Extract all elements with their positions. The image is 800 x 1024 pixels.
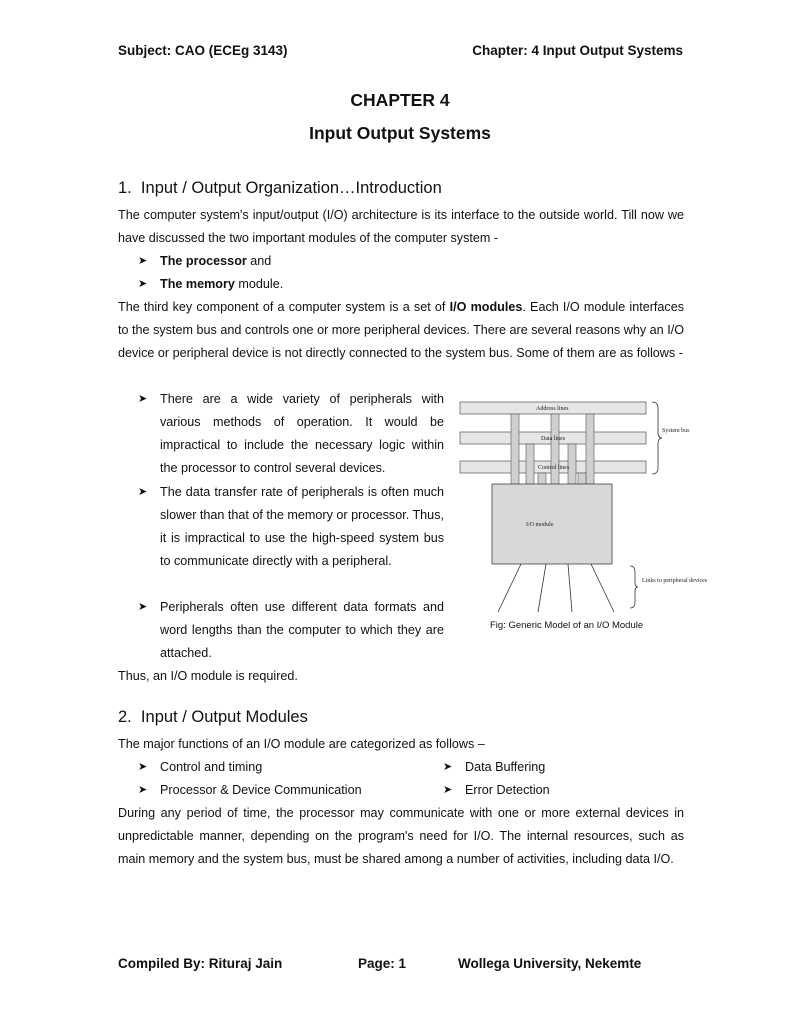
bullet-arrow-icon: ➤ — [138, 761, 148, 773]
reason-transfer-rate: The data transfer rate of peripherals is often much slower than that of the memory or processor. Thus, it is impractical to use the high-speed system bus to communicate directly with a peripheral. — [160, 485, 444, 568]
section2-intro: The major functions of an I/O module are categorized as follows – — [118, 737, 485, 751]
system-bus-label: System bus — [662, 428, 690, 434]
section1-conclusion: Thus, an I/O module is required. — [118, 669, 298, 683]
section1-intro: The computer system's input/output (I/O) architecture is its interface to the outside world. Till now we have discussed the two important modules of the computer system - — [118, 208, 684, 245]
system-bus-brace — [652, 402, 662, 474]
bullet-arrow-icon: ➤ — [138, 486, 148, 498]
reason-variety: There are a wide variety of peripherals with various methods of operation. It would be impractical to include the necessary logic within the processor to control several devices. — [160, 392, 444, 475]
chapter-number: CHAPTER 4 — [350, 90, 450, 110]
bullet-arrow-icon: ➤ — [443, 784, 453, 796]
header-subject: Subject: CAO (ECEg 3143) — [118, 43, 288, 58]
address-lines-label: Address lines — [536, 406, 569, 412]
bullet-arrow-icon: ➤ — [138, 393, 148, 405]
bullet-memory: The memory module. — [160, 277, 284, 291]
footer-compiled-by: Compiled By: Rituraj Jain — [118, 956, 283, 971]
links-label: Links to peripheral devices — [642, 578, 708, 584]
function-control-timing: Control and timing — [160, 760, 263, 774]
function-error-detection: Error Detection — [465, 783, 550, 797]
footer-university: Wollega University, Nekemte — [458, 956, 642, 971]
bullet-processor: The processor and — [160, 254, 272, 268]
header-chapter: Chapter: 4 Input Output Systems — [472, 43, 683, 58]
function-processor-device-communication: Processor & Device Communication — [160, 783, 362, 797]
chapter-title: Input Output Systems — [309, 123, 491, 143]
io-module-label: I/O module — [526, 522, 554, 528]
control-lines-label: Control lines — [538, 465, 570, 471]
io-module-figure — [456, 396, 708, 616]
reason-formats: Peripherals often use different data formats and word lengths than the computer to which they are attached. — [160, 600, 444, 660]
bullet-arrow-icon: ➤ — [443, 761, 453, 773]
section2-heading: 2. Input / Output Modules — [118, 708, 308, 726]
bullet-arrow-icon: ➤ — [138, 601, 148, 613]
bullet-arrow-icon: ➤ — [138, 255, 148, 267]
section2-para: During any period of time, the processor may communicate with one or more external devices in unpredictable manner, depending on the program's need for I/O. The internal resources, such as main memory and the system bus, must be shared among a number of activities, including data I/O. — [118, 806, 684, 866]
section1-heading: 1. Input / Output Organization…Introduction — [118, 179, 442, 197]
bullet-arrow-icon: ➤ — [138, 784, 148, 796]
data-lines-label: Data lines — [541, 436, 566, 442]
bullet-arrow-icon: ➤ — [138, 278, 148, 290]
section1-para2: The third key component of a computer system is a set of I/O modules. Each I/O module interfaces to the system bus and controls one or more peripheral devices. There are several reasons why an I/O device or peripheral device is not directly connected to the system bus. Some of them are as follows - — [118, 300, 684, 360]
links-brace — [630, 566, 638, 608]
footer-page-number: Page: 1 — [358, 956, 407, 971]
figure-caption: Fig: Generic Model of an I/O Module — [490, 620, 644, 631]
function-data-buffering: Data Buffering — [465, 760, 546, 774]
